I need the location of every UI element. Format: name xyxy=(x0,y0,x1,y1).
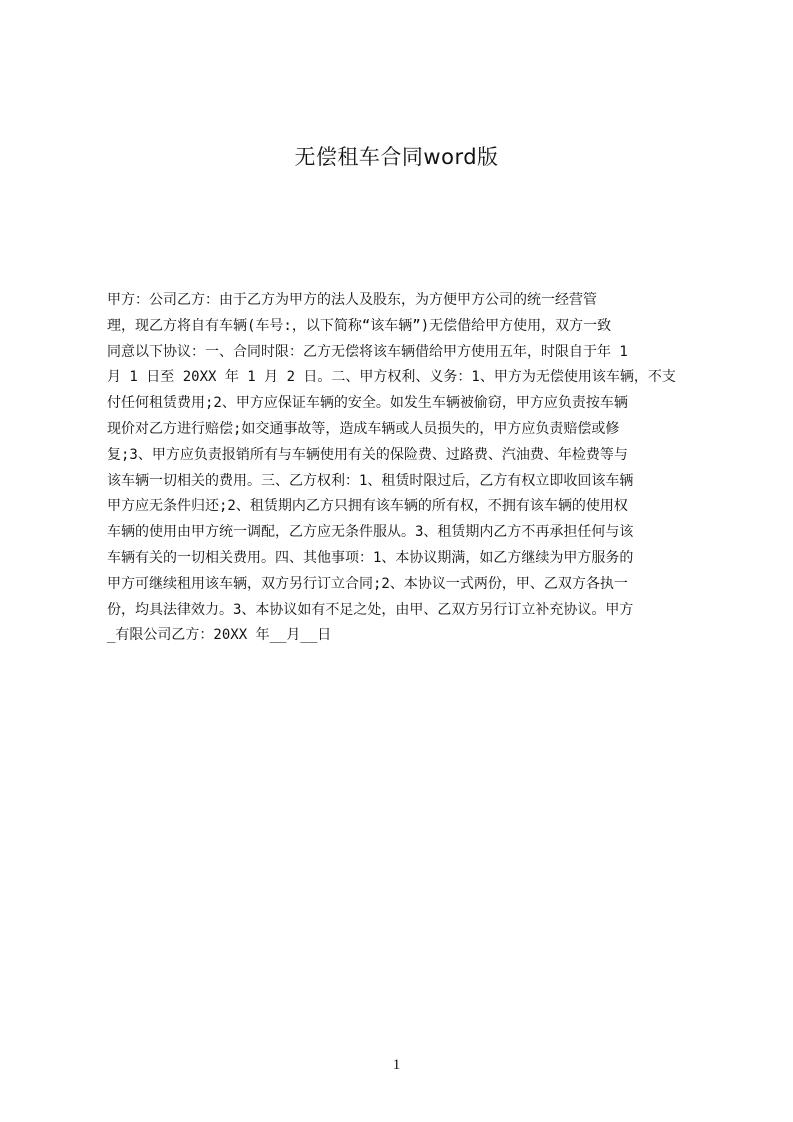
body-line: 付任何租赁费用;2、甲方应保证车辆的安全。如发生车辆被偷窃，甲方应负责按车辆 xyxy=(107,395,628,412)
body-line: 同意以下协议：一、合同时限：乙方无偿将该车辆借给甲方使用五年，时限自于年 1 xyxy=(107,343,628,360)
body-line: 月 1 日至 20XX 年 1 月 2 日。二、甲方权利、义务：1、甲方为无偿使用该车辆，不支 xyxy=(107,369,676,386)
body-line: 车辆有关的一切相关费用。四、其他事项：1、本协议期满，如乙方继续为甲方服务的 xyxy=(107,549,634,566)
body-line: _有限公司乙方：20XX 年__月__日 xyxy=(107,627,332,644)
body-line: 该车辆一切相关的费用。三、乙方权利：1、租赁时限过后，乙方有权立即收回该车辆 xyxy=(107,472,634,489)
body-line: 甲方：公司乙方：由于乙方为甲方的法人及股东，为方便甲方公司的统一经营管 xyxy=(107,292,597,308)
body-line: 份，均具法律效力。3、本协议如有不足之处，由甲、乙双方另行订立补充协议。甲方 xyxy=(107,601,634,618)
body-line: 理，现乙方将自有车辆(车号:，以下简称“该车辆”)无偿借给甲方使用，双方一致 xyxy=(107,317,612,334)
body-line: 甲方可继续租用该车辆，双方另行订立合同;2、本协议一式两份，甲、乙双方各执一 xyxy=(107,575,628,592)
body-line: 车辆的使用由甲方统一调配，乙方应无条件服从。3、租赁期内乙方不再承担任何与该 xyxy=(107,524,634,541)
body-line: 现价对乙方进行赔偿;如交通事故等，造成车辆或人员损失的，甲方应负责赔偿或修 xyxy=(107,420,620,437)
body-line: 甲方应无条件归还;2、租赁期内乙方只拥有该车辆的所有权，不拥有该车辆的使用权 xyxy=(107,498,628,515)
contract-body xyxy=(107,288,699,668)
document-title: 无偿租车合同word版 xyxy=(294,145,499,169)
page-number: 1 xyxy=(392,1057,401,1073)
body-line: 复;3、甲方应负责报销所有与车辆使用有关的保险费、过路费、汽油费、年检费等与 xyxy=(107,446,628,463)
